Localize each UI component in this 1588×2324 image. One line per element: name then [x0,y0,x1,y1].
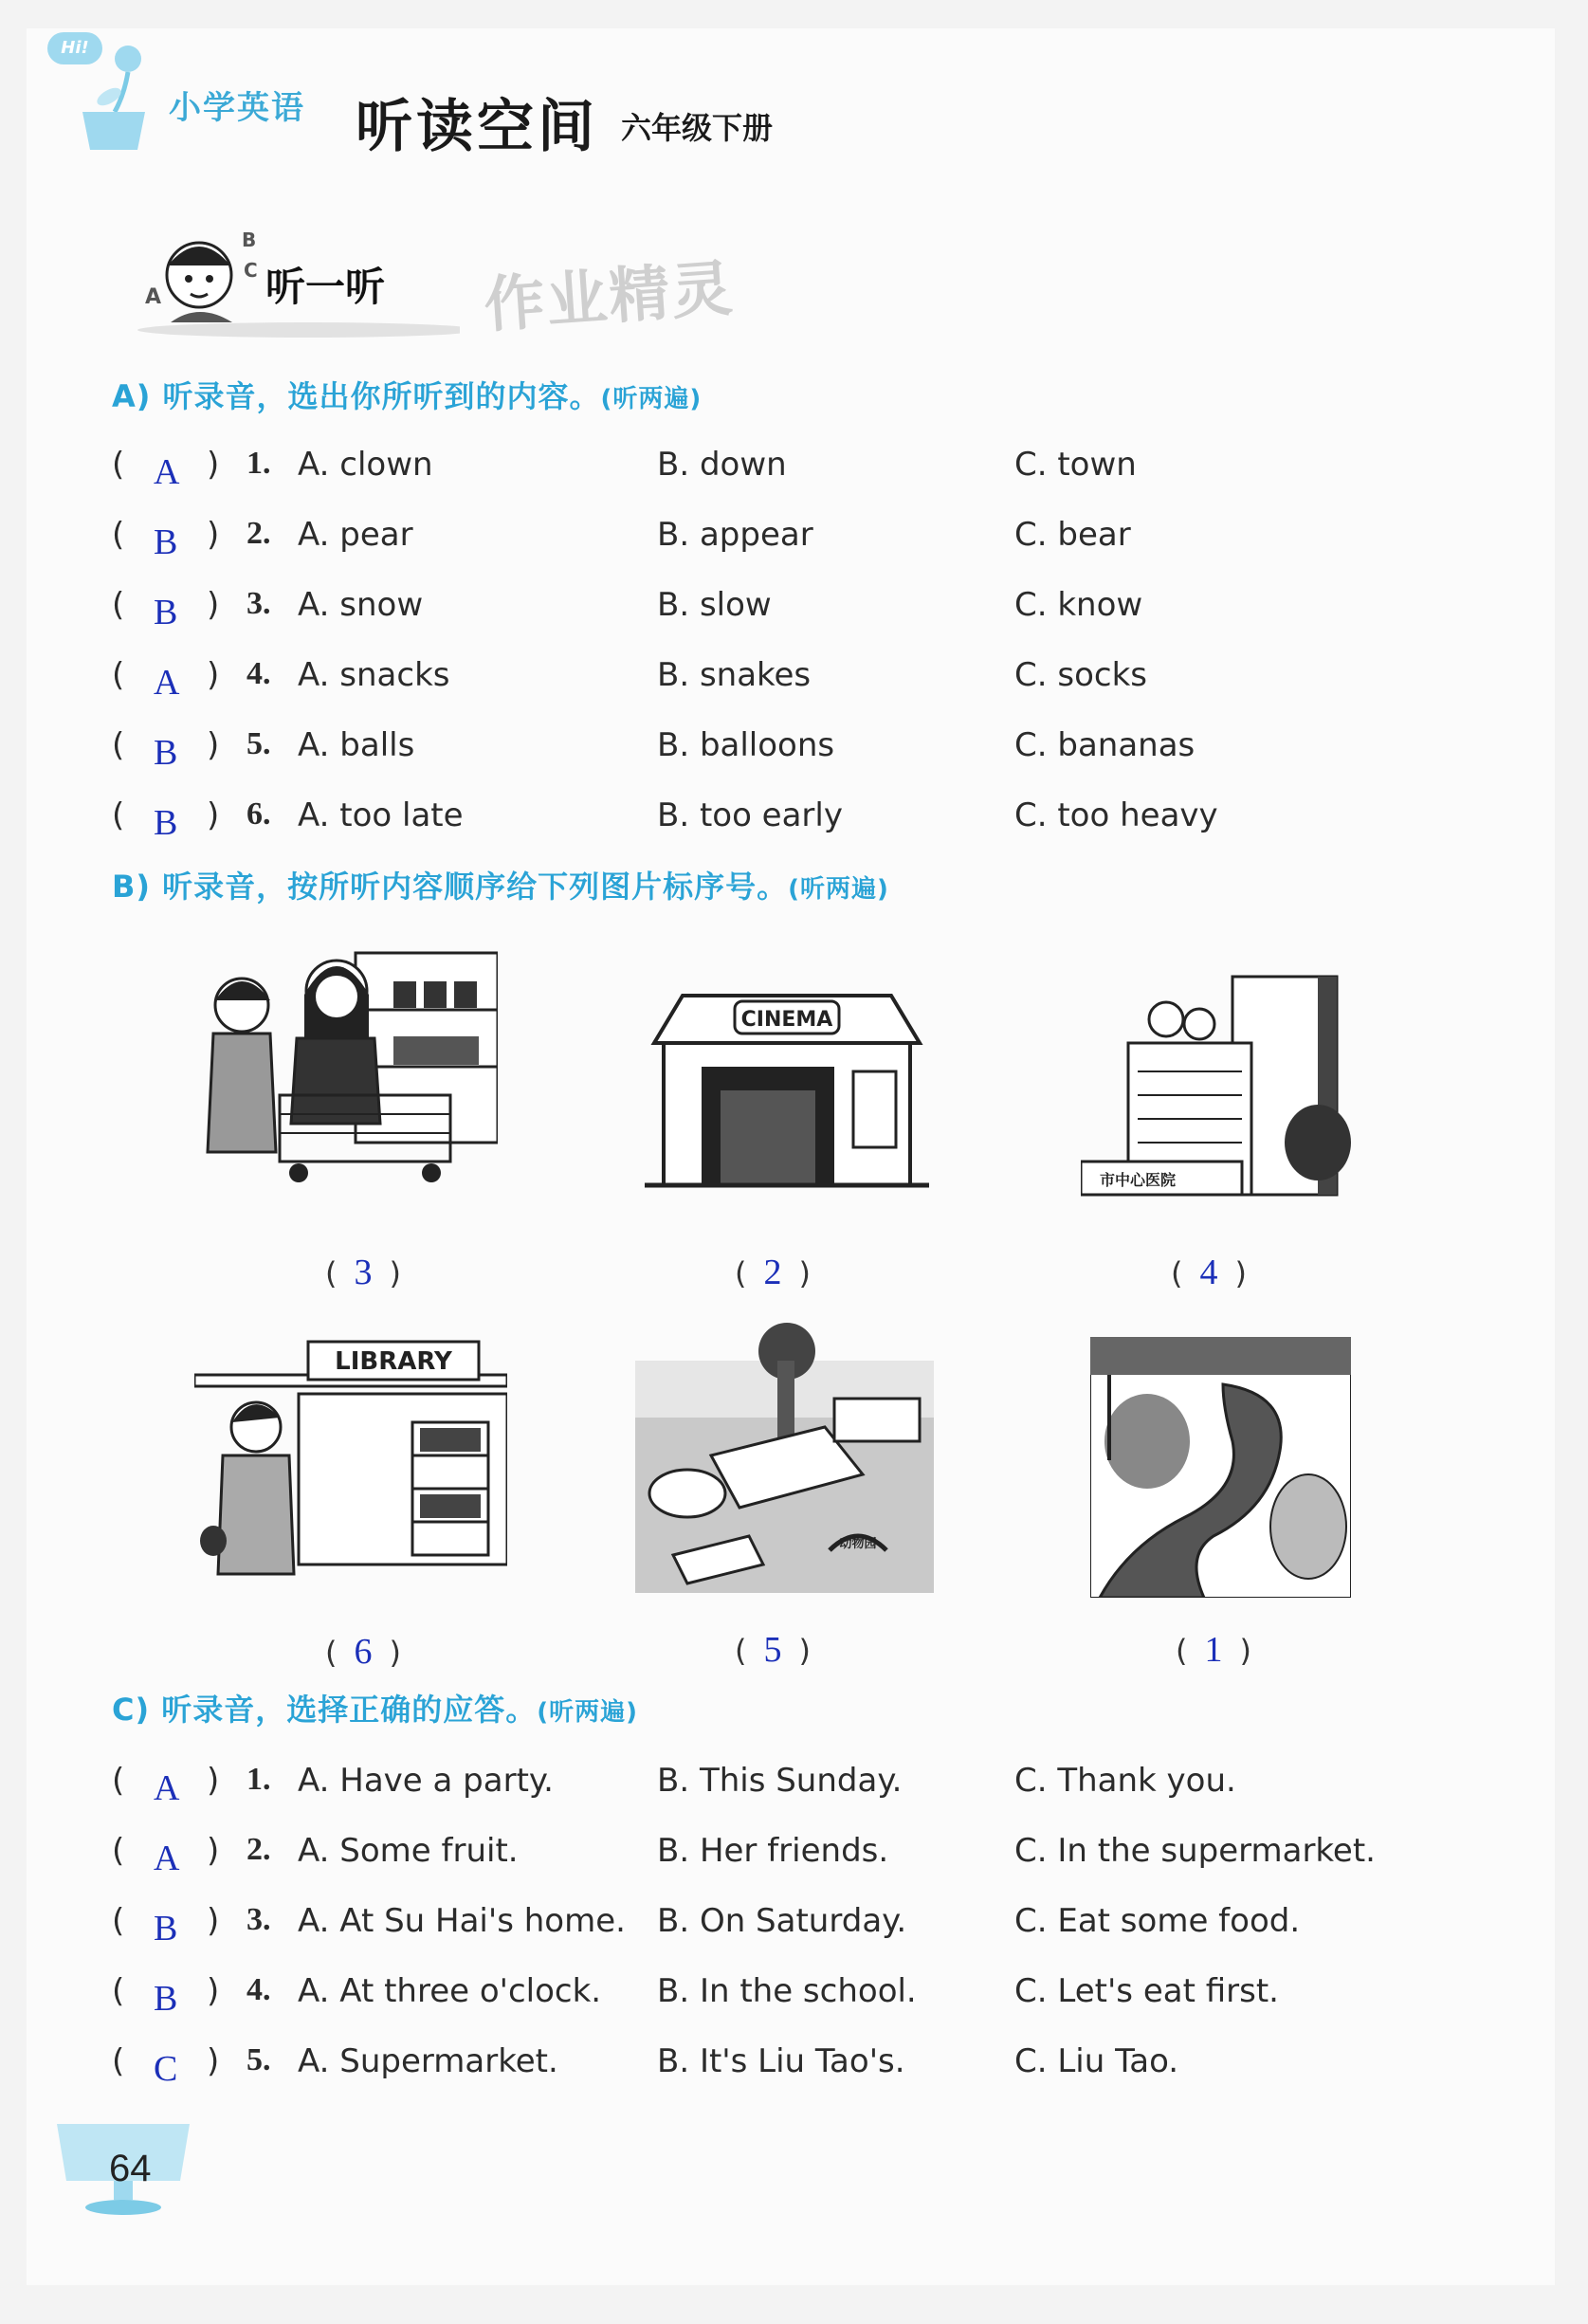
answer: A [154,452,180,492]
option-c: C. bananas [1014,726,1196,764]
park-picture [1090,1337,1351,1598]
right-paren: ) [207,1762,220,1800]
right-paren: ) [207,726,220,764]
answer: B [154,733,178,773]
option-b: B. snakes [657,656,812,694]
right-paren: ) [207,446,220,484]
svg-text:B: B [242,229,257,251]
option-a: A. At three o'clock. [298,1972,602,2010]
right-paren: ) [207,1832,220,1870]
supermarket-picture [185,934,498,1190]
option-a: A. At Su Hai's home. [298,1902,626,1940]
option-b: B. balloons [657,726,835,764]
answer: 5 [763,1630,782,1670]
option-c: C. town [1014,446,1137,484]
left-paren: ( [112,1832,125,1870]
answer: 3 [354,1253,373,1292]
option-c: C. Liu Tao. [1014,2042,1179,2080]
answer: B [154,522,178,562]
library-picture [194,1337,507,1593]
right-paren: ) [207,1902,220,1940]
answer: A [154,1839,180,1878]
part-a-note: (听两遍) [600,385,703,413]
watermark: 作业精灵 [482,253,737,342]
picture-label: ( 5 ) [735,1630,811,1670]
part-a-title [112,373,702,416]
zoo-picture [635,1323,934,1593]
picture-label: ( 2 ) [735,1253,811,1292]
left-paren: ( [112,1972,125,2010]
question-number: 1. [246,1762,271,1797]
option-b: B. Her friends. [657,1832,889,1870]
left-paren: ( [112,586,125,624]
left-paren: ( [112,1902,125,1940]
option-a: A. Supermarket. [298,2042,558,2080]
flower-pot-icon [62,38,156,152]
cinema-picture [645,977,929,1190]
series-name: 小学英语 [169,89,305,127]
part-c-instruction: C) 听录音，选择正确的应答。 [112,1692,538,1728]
left-paren: ( [112,726,125,764]
picture-label: ( 4 ) [1171,1253,1247,1292]
brand-title: 听读空间 [356,94,598,160]
option-b: B. down [657,446,787,484]
answer: B [154,803,178,843]
option-c: C. socks [1014,656,1147,694]
answer: 6 [354,1632,373,1672]
answer: 2 [763,1253,782,1292]
option-c: C. bear [1014,516,1131,554]
right-paren: ) [207,1972,220,2010]
answer: B [154,1979,178,2019]
option-b: B. too early [657,796,843,834]
left-paren: ( [112,1762,125,1800]
question-number: 6. [246,796,271,832]
option-c: C. know [1014,586,1143,624]
option-c: C. Thank you. [1014,1762,1236,1800]
part-c-note: (听两遍) [537,1698,639,1727]
part-a-instruction: A) 听录音，选出你所听到的内容。 [112,378,601,414]
part-c-title [112,1686,638,1729]
hi-badge: Hi! [47,32,102,64]
option-c: C. Let's eat first. [1014,1972,1279,2010]
option-c: C. too heavy [1014,796,1218,834]
answer: B [154,593,178,632]
answer: 4 [1199,1253,1218,1292]
option-a: A. Have a party. [298,1762,554,1800]
grade-label: 六年级下册 [621,110,774,146]
option-b: B. It's Liu Tao's. [657,2042,905,2080]
question-number: 3. [246,1902,271,1937]
answer: B [154,1909,178,1949]
picture-label: ( 1 ) [1176,1630,1251,1670]
answer: C [154,2049,178,2089]
answer: A [154,663,180,703]
cinema-sign: CINEMA [740,1008,833,1032]
option-b: B. In the school. [657,1972,917,2010]
question-number: 2. [246,516,271,551]
option-b: B. slow [657,586,772,624]
right-paren: ) [207,656,220,694]
section-title: 听一听 [265,264,386,310]
question-number: 1. [246,446,271,481]
part-b-title [112,863,889,906]
option-a: A. too late [298,796,464,834]
left-paren: ( [112,516,125,554]
hospital-sign: 市中心医院 [1099,1171,1177,1189]
picture-label: ( 6 ) [325,1632,401,1672]
answer: 1 [1204,1630,1223,1670]
left-paren: ( [112,796,125,834]
question-number: 5. [246,726,271,761]
part-b-note: (听两遍) [788,875,889,904]
question-number: 3. [246,586,271,621]
picture-label: ( 3 ) [325,1253,401,1292]
option-a: A. snow [298,586,424,624]
hospital-picture [1081,967,1356,1204]
option-a: A. snacks [298,656,450,694]
left-paren: ( [112,2042,125,2080]
zoo-sign: 动物园 [839,1537,877,1551]
page-number: 64 [109,2148,152,2189]
option-a: A. pear [298,516,413,554]
option-c: C. Eat some food. [1014,1902,1301,1940]
answer: A [154,1768,180,1808]
left-paren: ( [112,446,125,484]
right-paren: ) [207,516,220,554]
question-number: 5. [246,2042,271,2077]
right-paren: ) [207,796,220,834]
option-a: A. balls [298,726,415,764]
part-b-instruction: B) 听录音，按所听内容顺序给下列图片标序号。 [112,869,789,905]
option-b: B. This Sunday. [657,1762,903,1800]
right-paren: ) [207,586,220,624]
option-b: B. appear [657,516,813,554]
svg-text:A: A [145,285,162,309]
left-paren: ( [112,656,125,694]
option-a: A. Some fruit. [298,1832,519,1870]
right-paren: ) [207,2042,220,2080]
question-number: 2. [246,1832,271,1867]
question-number: 4. [246,1972,271,2007]
option-c: C. In the supermarket. [1014,1832,1376,1870]
svg-text:C: C [244,259,258,282]
library-sign: LIBRARY [335,1347,452,1376]
option-b: B. On Saturday. [657,1902,907,1940]
question-number: 4. [246,656,271,691]
option-a: A. clown [298,446,433,484]
